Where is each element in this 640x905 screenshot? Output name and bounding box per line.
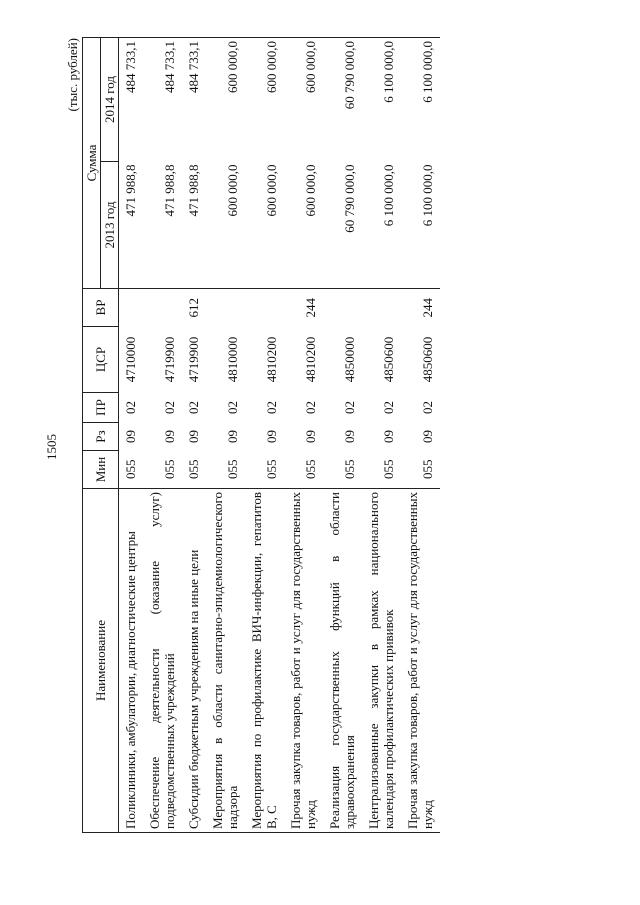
header-name: Наименование <box>83 489 119 833</box>
row-min: 055 <box>284 451 323 489</box>
row-min: 055 <box>206 451 245 489</box>
row-2014: 600 000,0 <box>284 38 323 162</box>
budget-table <box>82 37 440 833</box>
header-vr: ВР <box>83 289 119 327</box>
row-rz: 09 <box>420 430 435 443</box>
row-2013: 60 790 000,0 <box>323 162 362 289</box>
row-2014: 6 100 000,0 <box>401 38 440 162</box>
row-2014: 484 733,1 <box>143 38 182 162</box>
row-rz: 09 <box>342 430 357 443</box>
row-pr: 02 <box>264 401 279 414</box>
row-2013: 6 100 000,0 <box>362 162 401 289</box>
row-2013: 471 988,8 <box>143 162 182 289</box>
row-csr: 4719900 <box>186 336 201 383</box>
row-2013: 471 988,8 <box>182 162 206 289</box>
header-min: Мин <box>83 451 119 489</box>
header-pr: ПР <box>83 393 119 423</box>
row-name: Обеспечение деятельности (оказание услуг) подведомственных учреждений <box>143 489 182 833</box>
row-min: 055 <box>323 451 362 489</box>
row-name: Реализация государственных функций в области здравоохранения <box>323 489 362 833</box>
row-rz: 09 <box>264 430 279 443</box>
row-pr: 02 <box>303 401 318 414</box>
row-2013: 600 000,0 <box>245 162 284 289</box>
row-rz: 09 <box>381 430 396 443</box>
units-label: (тыс. рублей) <box>65 38 80 112</box>
row-csr: 4850600 <box>420 336 435 383</box>
row-2014: 6 100 000,0 <box>362 38 401 162</box>
header-sum: Сумма <box>83 38 101 289</box>
header-rz: Рз <box>83 423 119 451</box>
row-min: 055 <box>362 451 401 489</box>
row-2013: 6 100 000,0 <box>401 162 440 289</box>
row-name: Мероприятия в области санитарно-эпидемиологического надзора <box>206 489 245 833</box>
row-name: Централизованные закупки в рамках национального календаря профилактических прививок <box>362 489 401 833</box>
row-2014: 60 790 000,0 <box>323 38 362 162</box>
page-number: 1505 <box>44 434 59 460</box>
row-vr <box>323 289 362 327</box>
row-min: 055 <box>245 451 284 489</box>
row-min: 055 <box>143 451 182 489</box>
table-row <box>284 38 323 833</box>
row-2014: 484 733,1 <box>182 38 206 162</box>
row-pr: 02 <box>225 401 240 414</box>
row-vr: 612 <box>182 289 206 327</box>
row-csr: 4850000 <box>342 336 357 383</box>
row-pr: 02 <box>186 401 201 414</box>
table-row <box>245 38 284 833</box>
row-2013: 600 000,0 <box>206 162 245 289</box>
row-rz: 09 <box>123 430 138 443</box>
table-row <box>323 38 362 833</box>
row-2013: 471 988,8 <box>119 162 144 289</box>
table-row <box>143 38 182 833</box>
table-row <box>206 38 245 833</box>
row-pr: 02 <box>342 401 357 414</box>
row-rz: 09 <box>303 430 318 443</box>
row-vr <box>362 289 401 327</box>
row-vr <box>245 289 284 327</box>
header-row-1 <box>83 38 101 833</box>
table-row <box>401 38 440 833</box>
row-rz: 09 <box>186 430 201 443</box>
row-pr: 02 <box>381 401 396 414</box>
header-2014: 2014 год <box>101 38 119 162</box>
row-csr: 4810200 <box>264 336 279 383</box>
row-vr <box>119 289 144 327</box>
row-name: Прочая закупка товаров, работ и услуг для государственных нужд <box>401 489 440 833</box>
row-csr: 4810000 <box>225 336 240 383</box>
row-2014: 484 733,1 <box>119 38 144 162</box>
row-pr: 02 <box>162 401 177 414</box>
row-2014: 600 000,0 <box>206 38 245 162</box>
row-csr: 4850600 <box>381 336 396 383</box>
row-name: Мероприятия по профилактике ВИЧ-инфекции, гепатитов В, С <box>245 489 284 833</box>
budget-sheet <box>65 33 595 833</box>
row-vr: 244 <box>401 289 440 327</box>
row-name: Прочая закупка товаров, работ и услуг для государственных нужд <box>284 489 323 833</box>
row-name: Поликлиники, амбулатории, диагностические центры <box>119 489 144 833</box>
table-row <box>182 38 206 833</box>
row-2013: 600 000,0 <box>284 162 323 289</box>
row-min: 055 <box>119 451 144 489</box>
table-row <box>119 38 144 833</box>
row-vr: 244 <box>284 289 323 327</box>
row-name: Субсидии бюджетным учреждениям на иные цели <box>182 489 206 833</box>
row-vr <box>206 289 245 327</box>
table-row <box>362 38 401 833</box>
row-pr: 02 <box>123 401 138 414</box>
row-pr: 02 <box>420 401 435 414</box>
row-csr: 4719900 <box>162 336 177 383</box>
row-csr: 4810200 <box>303 336 318 383</box>
row-min: 055 <box>182 451 206 489</box>
row-csr: 4710000 <box>123 336 138 383</box>
row-rz: 09 <box>225 430 240 443</box>
header-csr: ЦСР <box>83 327 119 393</box>
row-2014: 600 000,0 <box>245 38 284 162</box>
row-vr <box>143 289 182 327</box>
header-2013: 2013 год <box>101 162 119 289</box>
row-rz: 09 <box>162 430 177 443</box>
row-min: 055 <box>401 451 440 489</box>
